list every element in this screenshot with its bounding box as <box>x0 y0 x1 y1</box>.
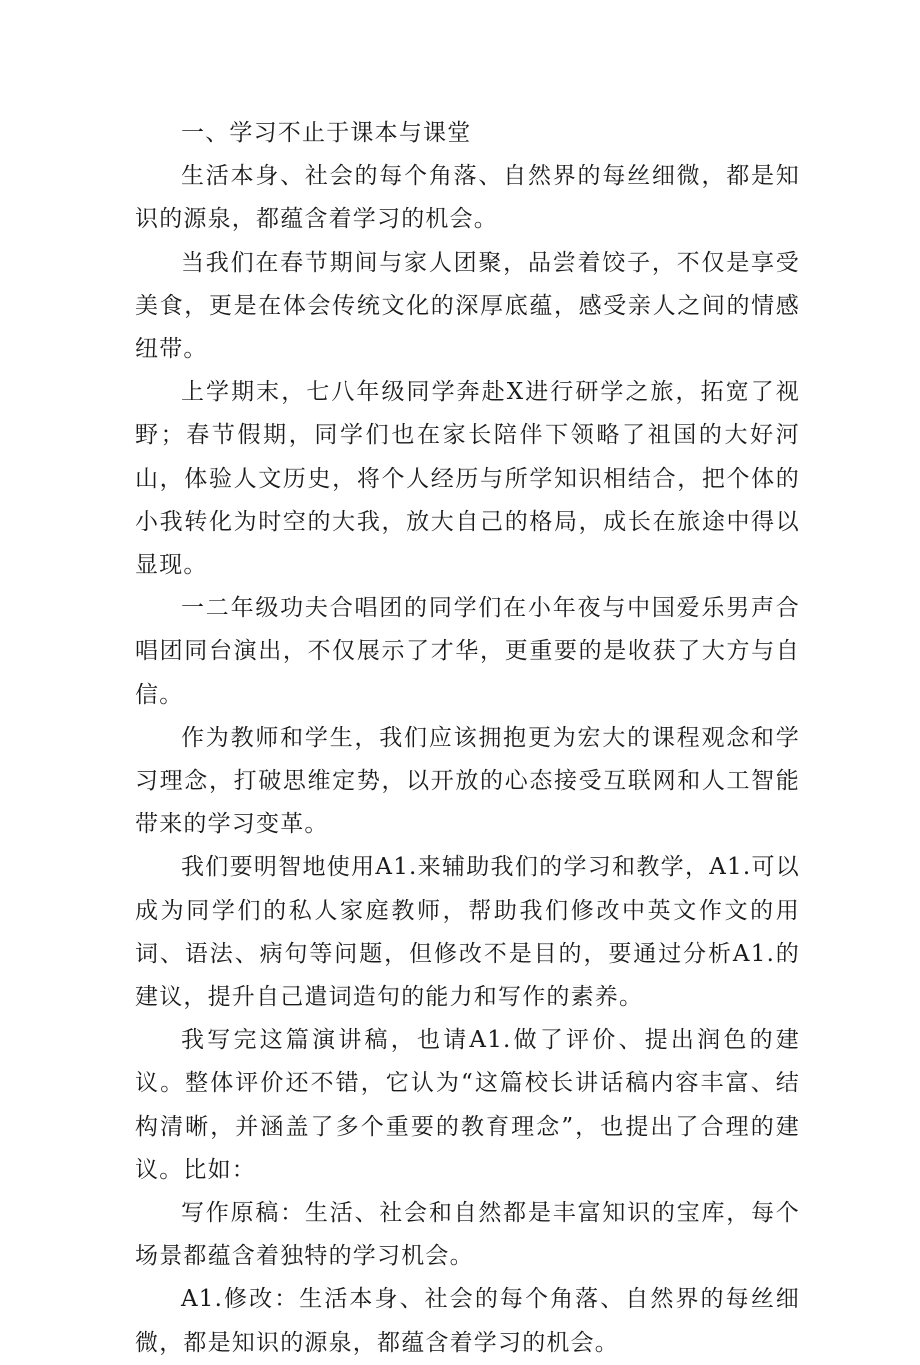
paragraph-5: 作为教师和学生，我们应该拥抱更为宏大的课程观念和学习理念，打破思维定势，以开放的心态接受互联网和人工智能带来的学习变革。 <box>135 724 800 838</box>
paragraph-7: 我写完这篇演讲稿，也请A1.做了评价、提出润色的建议。整体评价还不错，它认为“这篇校长讲话稿内容丰富、结构清晰，并涵盖了多个重要的教育理念”，也提出了合理的建议。比如： <box>135 1027 800 1183</box>
paragraph-1: 生活本身、社会的每个角落、自然界的每丝细微，都是知识的源泉，都蕴含着学习的机会。 <box>135 163 800 233</box>
paragraph-8: 写作原稿：生活、社会和自然都是丰富知识的宝库，每个场景都蕴含着独特的学习机会。 <box>135 1200 800 1270</box>
paragraph-9: A1.修改：生活本身、社会的每个角落、自然界的每丝细微，都是知识的源泉，都蕴含着学习的机会。 <box>135 1286 800 1356</box>
section-heading: 一、学习不止于课本与课堂 <box>181 120 472 146</box>
document-body <box>135 112 800 1365</box>
paragraph-2: 当我们在春节期间与家人团聚，品尝着饺子，不仅是享受美食，更是在体会传统文化的深厚底蕴，感受亲人之间的情感纽带。 <box>135 249 800 363</box>
paragraph-4: 一二年级功夫合唱团的同学们在小年夜与中国爱乐男声合唱团同台演出，不仅展示了才华，更重要的是收获了大方与自信。 <box>135 595 800 708</box>
paragraph-3: 上学期末，七八年级同学奔赴X进行研学之旅，拓宽了视野；春节假期，同学们也在家长陪伴下领略了祖国的大好河山，体验人文历史，将个人经历与所学知识相结合，把个体的小我转化为时空的大我，放大自己的格局，成长在旅途中得以显现。 <box>135 379 800 579</box>
paragraph-6: 我们要明智地使用A1.来辅助我们的学习和教学，A1.可以成为同学们的私人家庭教师，帮助我们修改中英文作文的用词、语法、病句等问题，但修改不是目的，要通过分析A1.的建议，提升自己遣词造句的能力和写作的素养。 <box>135 854 800 1011</box>
